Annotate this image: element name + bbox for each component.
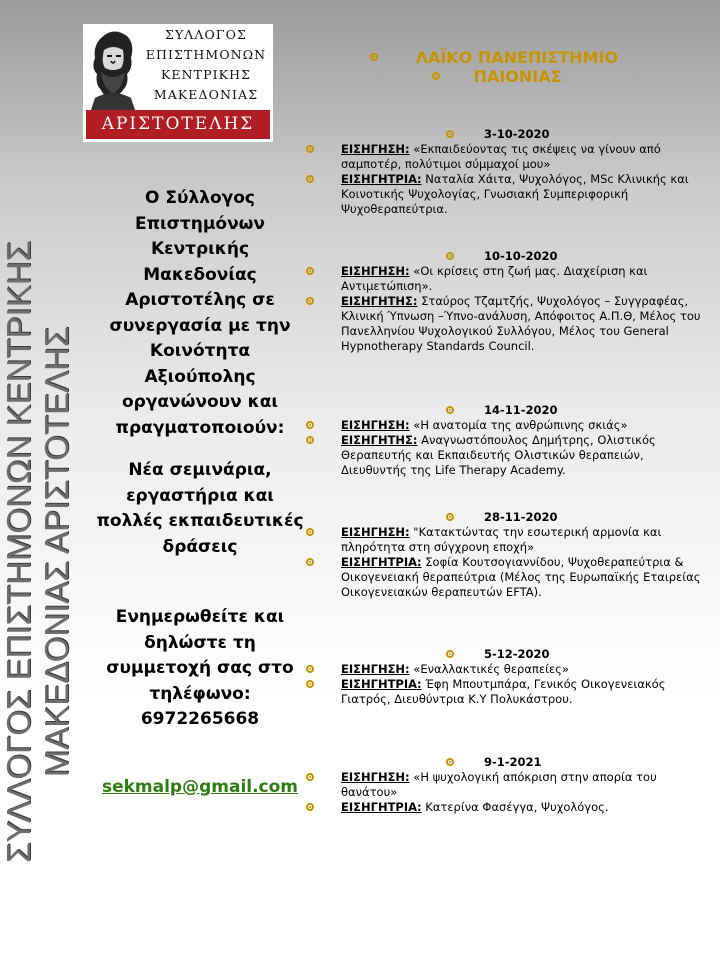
logo-text [141,25,271,105]
event-speaker [303,294,713,354]
email-link[interactable]: sekmalp@gmail.com [101,777,299,797]
speaker-text: Σοφία Κουτσογιαννίδου, Ψυχοθεραπεύτρια & Οικογενειακή θεραπεύτρια (Μέλος της Ευρωπαϊκής Εταιρείας Οικογενειακών θεραπευτών EFTA). [341,555,701,599]
event-speaker [303,800,713,815]
talk-label: ΕΙΣΗΓΗΣΗ: [341,142,410,156]
event-date: 10-10-2020 [303,249,713,264]
bullet-icon [370,53,378,61]
header-title: ΛΑΪΚΟ ΠΑΝΕΠΙΣΤΗΜΙΟ [415,48,619,67]
speaker-text: Ναταλία Χάιτα, Ψυχολόγος, MSc Κλινικής και Κοινοτικής Ψυχολογίας, Γνωσιακή Συμπεριφορική Ψυχοθεραπεύτρια. [341,172,689,216]
event [303,127,713,217]
intro-block [94,186,306,733]
bullet-icon [306,175,314,183]
bullet-icon [306,803,314,811]
logo-line: ΕΠΙΣΤΗΜΟΝΩΝ [145,47,267,62]
event-talk [303,264,713,294]
logo [83,24,273,142]
event-talk [303,770,713,800]
event-date: 9-1-2021 [303,755,713,770]
event-date: 3-10-2020 [303,127,713,142]
talk-label: ΕΙΣΗΓΗΣΗ: [341,770,410,784]
bullet-icon [446,650,454,658]
event-date: 28-11-2020 [303,510,713,525]
header-line [370,48,670,67]
bullet-icon [306,436,314,444]
talk-text: «Οι κρίσεις στη ζωή μας. Διαχείριση και Αντιμετώπιση». [341,264,648,293]
vertical-title [0,172,76,932]
talk-label: ΕΙΣΗΓΗΣΗ: [341,264,410,278]
speaker-label: ΕΙΣΗΓΗΤΡΙΑ: [341,555,422,569]
event-speaker [303,433,713,478]
bullet-icon [306,267,314,275]
event [303,510,713,600]
speaker-label: ΕΙΣΗΓΗΤΗΣ: [341,294,418,308]
speaker-label: ΕΙΣΗΓΗΤΡΙΑ: [341,677,422,691]
event [303,249,713,354]
event-talk [303,662,713,677]
speaker-text: Σταύρος Τζαμτζής, Ψυχολόγος – Συγγραφέας, Κλινική Ύπνωση –Ύπνο-ανάλυση, Απόφοιτος Α.Π.Θ, Μέλος του Πανελληνίου Ψυχολογικού Συλλόγου, Μέλος του General Hypnotherapy Standards Council. [341,294,701,353]
talk-label: ΕΙΣΗΓΗΣΗ: [341,418,410,432]
event-date: 5-12-2020 [303,647,713,662]
bullet-icon [306,773,314,781]
bullet-icon [446,758,454,766]
event [303,403,713,478]
speaker-label: ΕΙΣΗΓΗΤΗΣ: [341,433,418,447]
speaker-text: Αναγνωστόπουλος Δημήτρης, Ολιστικός Θεραπευτής και Εκπαιδευτής Ολιστικών θεραπειών, Διευθυντής της Life Therapy Academy. [341,433,656,477]
bullet-icon [432,72,440,80]
logo-line: ΣΥΛΛΟΓΟΣ [165,27,247,42]
talk-text: «Εναλλακτικές θεραπείες» [409,662,569,676]
talk-text: "Κατακτώντας την εσωτερική αρμονία και πληρότητα στη σύγχρονη εποχή» [341,525,662,554]
header-subtitle: ΠΑΙΟΝΙΑΣ [473,67,562,86]
aristotle-bust-icon [87,28,139,110]
bullet-icon [306,558,314,566]
bullet-icon [306,297,314,305]
header-line [370,67,670,86]
logo-line: ΚΕΝΤΡΙΚΗΣ [160,67,252,82]
speaker-label: ΕΙΣΗΓΗΤΡΙΑ: [341,800,422,814]
bullet-icon [446,406,454,414]
talk-label: ΕΙΣΗΓΗΣΗ: [341,662,410,676]
header [370,48,670,86]
speaker-text: Κατερίνα Φασέγγα, Ψυχολόγος. [421,800,609,814]
bullet-icon [306,528,314,536]
logo-band: ΑΡΙΣΤΟΤΕΛΗΣ [86,110,270,139]
event-talk [303,142,713,172]
bullet-icon [306,665,314,673]
event-talk [303,525,713,555]
event-date: 14-11-2020 [303,403,713,418]
event-speaker [303,555,713,600]
logo-line: ΜΑΚΕΔΟΝΙΑΣ [153,87,259,102]
event-speaker [303,677,713,707]
bullet-icon [446,130,454,138]
speaker-text: Έφη Μπουτμπάρα, Γενικός Οικογενειακός Γιατρός, Διευθύντρια Κ.Υ Πολυκάστρου. [341,677,666,706]
vertical-title-line: ΣΥΛΛΟΓΟΣ ΕΠΙΣΤΗΜΟΝΩΝ ΚΕΝΤΡΙΚΗΣ [0,241,37,863]
new-activities-text: Νέα σεμινάρια, εργαστήρια και πολλές εκπαιδευτικές δράσεις [96,460,304,557]
talk-text: «Η ψυχολογική απόκριση στην απορία του θανάτου» [341,770,657,799]
bullet-icon [446,513,454,521]
bullet-icon [306,680,314,688]
event [303,755,713,815]
talk-text: «Εκπαιδεύοντας τις σκέψεις να γίνουν από σαμποτέρ, πολύτιμοι σύμμαχοί μου» [341,142,661,171]
event-talk [303,418,713,433]
event [303,647,713,707]
talk-text: «Η ανατομία της ανθρώπινης σκιάς» [409,418,628,432]
vertical-title-line: ΜΑΚΕΔΟΝΙΑΣ ΑΡΙΣΤΟΤΕΛΗΣ [38,326,75,778]
bullet-icon [306,421,314,429]
intro-text: Ο Σύλλογος Επιστημόνων Κεντρικής Μακεδονίας Αριστοτέλης σε συνεργασία με την Κοινότητα Αξιούπολης οργανώνουν και πραγματοποιούν: [109,188,291,438]
bullet-icon [446,252,454,260]
event-speaker [303,172,713,217]
speaker-label: ΕΙΣΗΓΗΤΡΙΑ: [341,172,422,186]
talk-label: ΕΙΣΗΓΗΣΗ: [341,525,410,539]
bullet-icon [306,145,314,153]
contact-text: Ενημερωθείτε και δηλώστε τη συμμετοχή σας στο τηλέφωνο: 6972265668 [106,607,294,729]
